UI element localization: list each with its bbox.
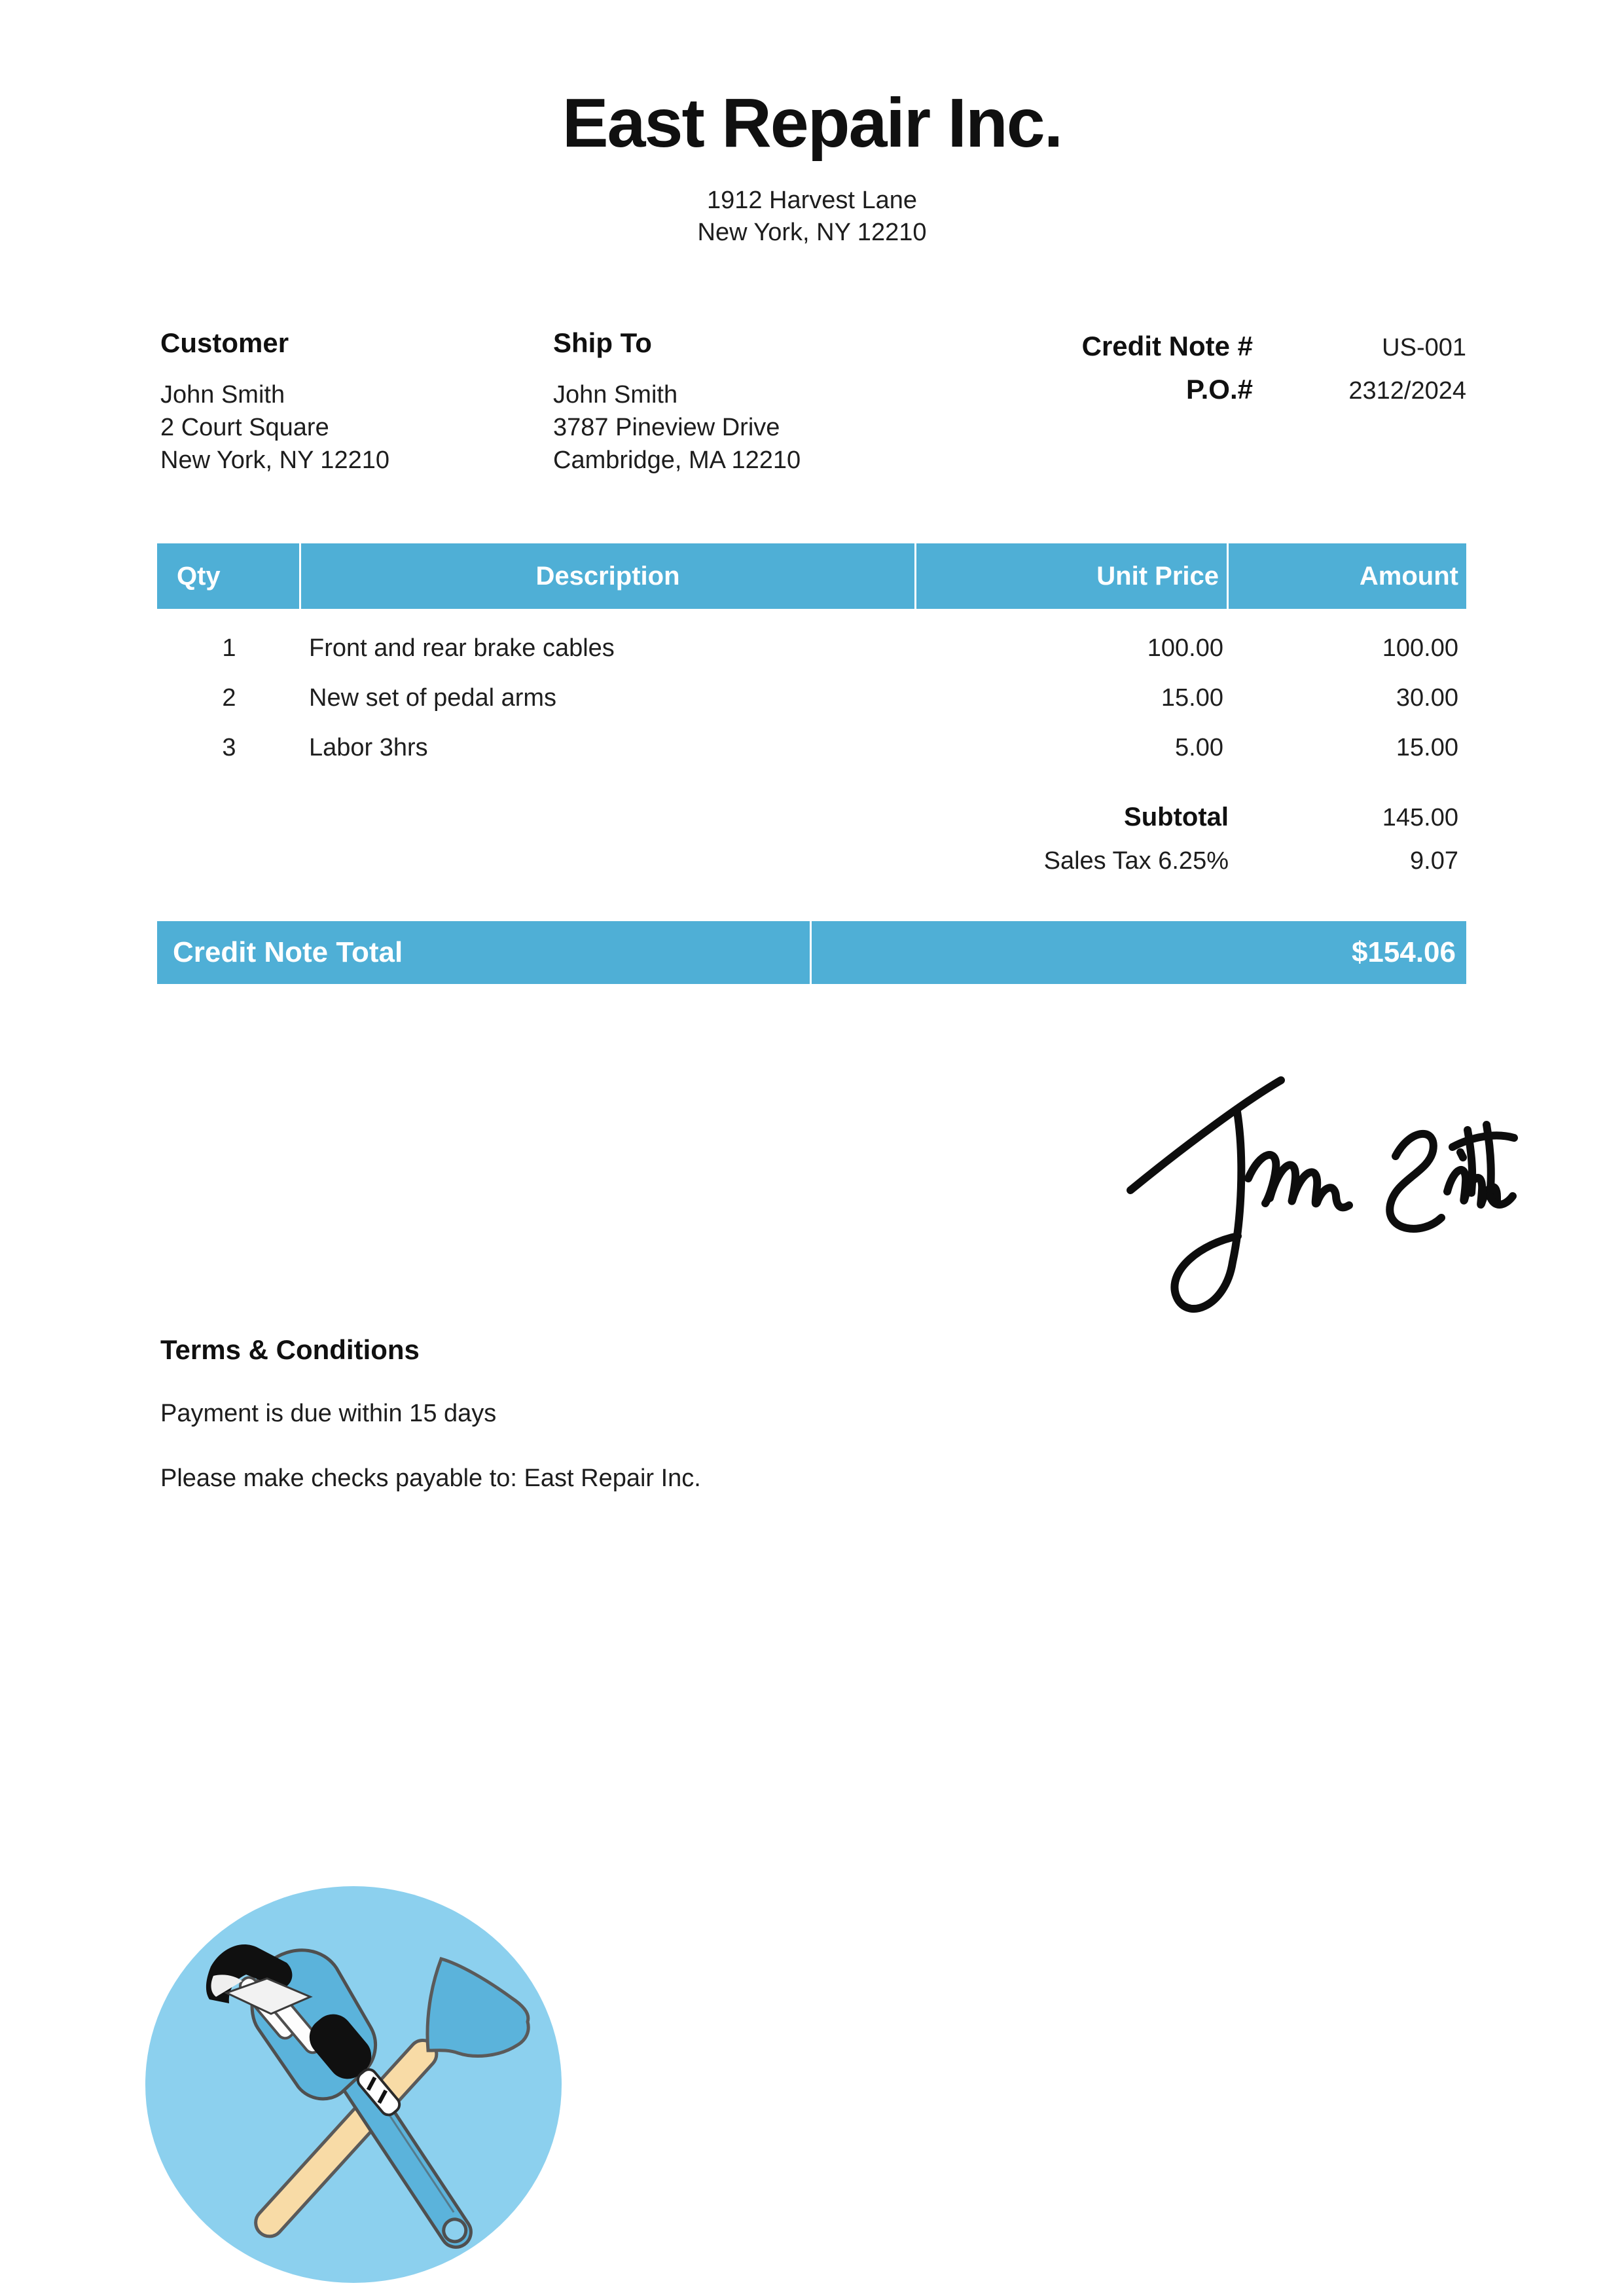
credit-note-total-bar bbox=[157, 921, 1466, 984]
sales-tax-label: Sales Tax 6.25% bbox=[1043, 847, 1229, 875]
company-address-line2: New York, NY 12210 bbox=[697, 218, 927, 246]
item-qty: 3 bbox=[222, 733, 236, 761]
terms-line: Please make checks payable to: East Repair Inc. bbox=[160, 1465, 701, 1492]
document-meta bbox=[1034, 331, 1466, 417]
terms-section bbox=[160, 1334, 1077, 1493]
item-amount: 100.00 bbox=[1382, 634, 1458, 662]
item-description: Labor 3hrs bbox=[309, 733, 428, 761]
ship-to-section bbox=[553, 327, 959, 477]
item-description: New set of pedal arms bbox=[309, 683, 557, 712]
sales-tax-row bbox=[157, 847, 1466, 892]
sales-tax-value: 9.07 bbox=[1410, 847, 1458, 875]
subtotal-label: Subtotal bbox=[1124, 803, 1229, 831]
amount-column-header: Amount bbox=[1359, 561, 1458, 591]
po-number-label: P.O.# bbox=[1186, 374, 1253, 405]
credit-note-number-label: Credit Note # bbox=[1081, 331, 1253, 361]
items-table-body bbox=[157, 609, 1466, 773]
subtotal-value: 145.00 bbox=[1382, 804, 1458, 831]
table-row bbox=[157, 623, 1466, 673]
qty-column-header: Qty bbox=[157, 543, 301, 609]
signature-stroke bbox=[1390, 1134, 1441, 1229]
signature-stroke bbox=[1174, 1112, 1241, 1309]
item-qty: 1 bbox=[222, 634, 236, 662]
signature-stroke bbox=[1490, 1195, 1513, 1205]
ship-to-address-line2: Cambridge, MA 12210 bbox=[553, 446, 801, 475]
customer-address-line1: 2 Court Square bbox=[160, 414, 329, 442]
credit-note-total-label: Credit Note Total bbox=[157, 921, 812, 984]
ship-to-heading: Ship To bbox=[553, 327, 652, 358]
item-amount: 30.00 bbox=[1396, 683, 1458, 712]
terms-heading: Terms & Conditions bbox=[160, 1334, 420, 1365]
customer-name: John Smith bbox=[160, 381, 285, 409]
po-number-value: 2312/2024 bbox=[1348, 377, 1466, 405]
ship-to-address-line1: 3787 Pineview Drive bbox=[553, 414, 780, 442]
item-qty: 2 bbox=[222, 683, 236, 712]
customer-address-line2: New York, NY 12210 bbox=[160, 446, 389, 475]
subtotal-row bbox=[157, 803, 1466, 847]
company-name: East Repair Inc. bbox=[562, 84, 1062, 162]
credit-note-number-row bbox=[1034, 331, 1466, 374]
item-unit-price: 5.00 bbox=[1175, 733, 1223, 761]
items-table-header bbox=[157, 543, 1466, 609]
company-address-line1: 1912 Harvest Lane bbox=[706, 187, 918, 214]
item-unit-price: 100.00 bbox=[1147, 634, 1223, 662]
signature-stroke bbox=[1453, 1135, 1514, 1147]
signature-stroke bbox=[1130, 1080, 1281, 1190]
item-description: Front and rear brake cables bbox=[309, 634, 615, 662]
crossed-tools-logo bbox=[145, 1882, 564, 2287]
credit-note-number-value: US-001 bbox=[1382, 334, 1466, 361]
po-number-row bbox=[1034, 374, 1466, 417]
item-unit-price: 15.00 bbox=[1161, 683, 1223, 712]
description-column-header: Description bbox=[301, 543, 916, 609]
items-table bbox=[157, 543, 1466, 773]
unit-price-column-header: Unit Price bbox=[916, 543, 1229, 609]
terms-line: Payment is due within 15 days bbox=[160, 1400, 497, 1427]
table-row bbox=[157, 673, 1466, 723]
signature-stroke bbox=[1270, 1165, 1349, 1207]
signature-stroke bbox=[1460, 1152, 1463, 1157]
item-amount: 15.00 bbox=[1396, 733, 1458, 761]
customer-heading: Customer bbox=[160, 327, 289, 358]
customer-section bbox=[160, 327, 527, 477]
signature bbox=[1070, 1066, 1522, 1334]
credit-note-total-value: $154.06 bbox=[1351, 936, 1456, 968]
table-row bbox=[157, 723, 1466, 773]
summary-section bbox=[157, 803, 1466, 892]
ship-to-name: John Smith bbox=[553, 381, 678, 409]
company-address bbox=[0, 185, 1624, 248]
